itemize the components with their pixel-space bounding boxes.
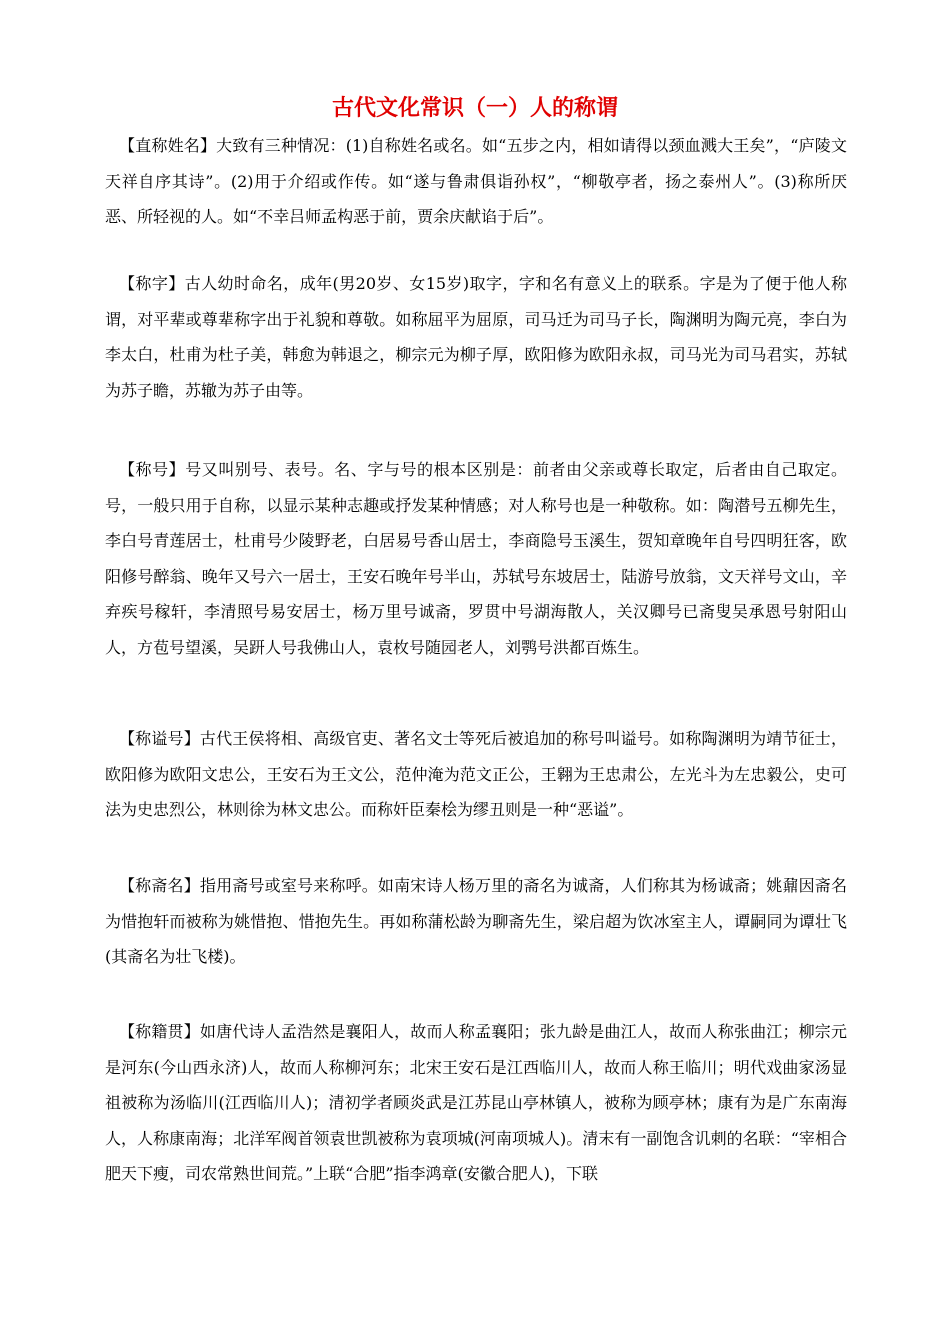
paragraph-chengzhaiming: 【称斋名】指用斋号或室号来称呼。如南宋诗人杨万里的斋名为诚斋，人们称其为杨诚斋；姚鼐因斋名为惜抱轩而被称为姚惜抱、惜抱先生。再如称蒲松龄为聊斋先生，梁启超为饮冰室主人，谭嗣同为谭壮飞(其斋名为壮飞楼)。 [105,876,847,967]
paragraph-chenghao: 【称号】号又叫别号、表号。名、字与号的根本区别是：前者由父亲或尊长取定，后者由自己取定。号，一般只用于自称，以显示某种志趣或抒发某种情感；对人称号也是一种敬称。如：陶潜号五柳先生，李白号青莲居士，杜甫号少陵野老，白居易号香山居士，李商隐号玉溪生，贺知章晚年自号四明狂客，欧阳修号醉翁、晚年又号六一居士，王安石晚年号半山，苏轼号东坡居士，陆游号放翁，文天祥号文山，辛弃疾号稼轩，李清照号易安居士，杨万里号诚斋，罗贯中号湖海散人，关汉卿号已斋叟吴承恩号射阳山人，方苞号望溪，吴趼人号我佛山人，袁枚号随园老人，刘鹗号洪都百炼生。 [105,460,847,657]
paragraph-zhichen-xingming: 【直称姓名】大致有三种情况：(1)自称姓名或名。如“五步之内，相如请得以颈血溅大王矣”，“庐陵文天祥自序其诗”。(2)用于介绍或作传。如“遂与鲁肃俱诣孙权”，“柳敬亭者，扬之泰州人”。(3)称所厌恶、所轻视的人。如“不幸吕师孟构恶于前，贾余庆献谄于后”。 [105,136,847,227]
paragraph-chengjiguan: 【称籍贯】如唐代诗人孟浩然是襄阳人，故而人称孟襄阳；张九龄是曲江人，故而人称张曲江；柳宗元是河东(今山西永济)人，故而人称柳河东；北宋王安石是江西临川人，故而人称王临川；明代戏曲家汤显祖被称为汤临川(江西临川人)；清初学者顾炎武是江苏昆山亭林镇人，被称为顾亭林；康有为是广东南海人，人称康南海；北洋军阀首领袁世凯被称为袁项城(河南项城人)。清末有一副饱含讥刺的名联：“宰相合肥天下瘦，司农常熟世间荒。”上联“合肥”指李鸿章(安徽合肥人)，下联 [105,1022,847,1184]
paragraph-chengzi: 【称字】古人幼时命名，成年(男20岁、女15岁)取字，字和名有意义上的联系。字是为了便于他人称谓，对平辈或尊辈称字出于礼貌和尊敬。如称屈平为屈原，司马迁为司马子长，陶渊明为陶元亮，李白为李太白，杜甫为杜子美，韩愈为韩退之，柳宗元为柳子厚，欧阳修为欧阳永叔，司马光为司马君实，苏轼为苏子瞻，苏辙为苏子由等。 [105,274,847,400]
paragraph-chengshihao: 【称谥号】古代王侯将相、高级官吏、著名文士等死后被追加的称号叫谥号。如称陶渊明为靖节征士，欧阳修为欧阳文忠公，王安石为王文公，范仲淹为范文正公，王翱为王忠肃公，左光斗为左忠毅公，史可法为史忠烈公，林则徐为林文忠公。而称奸臣秦桧为缪丑则是一种“恶谥”。 [105,729,847,820]
page-title: 古代文化常识（一）人的称谓 [331,94,618,121]
